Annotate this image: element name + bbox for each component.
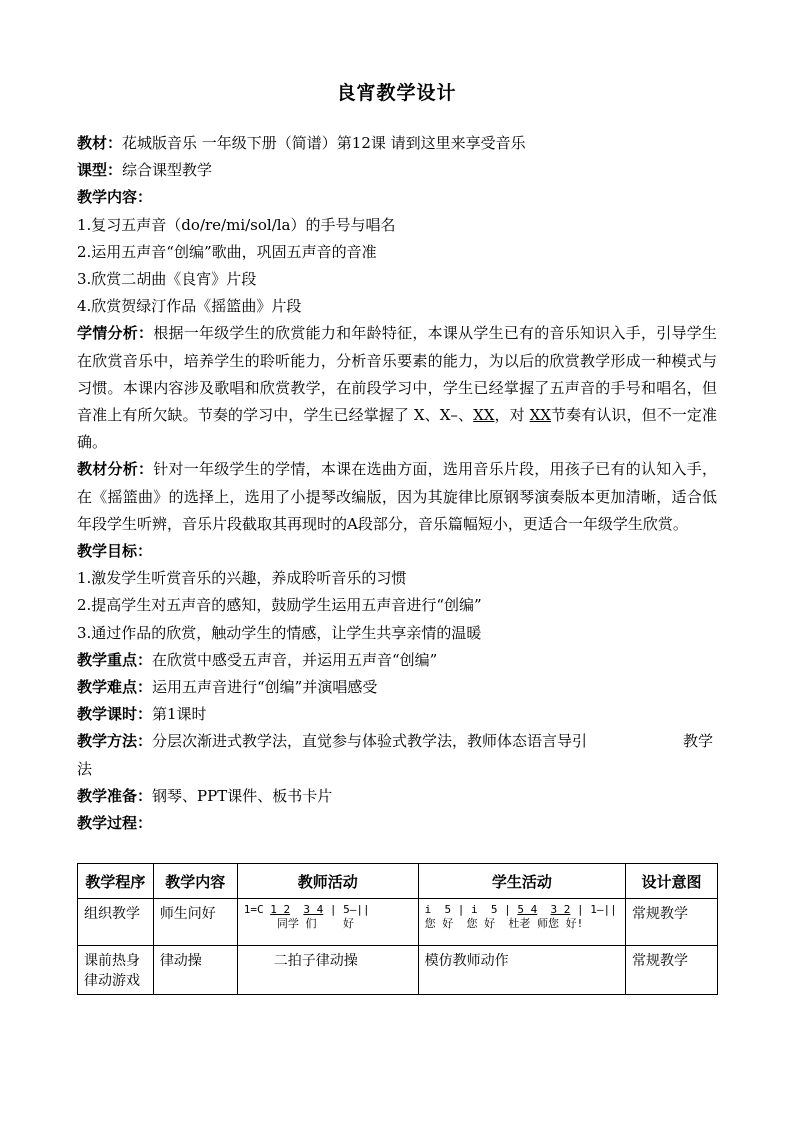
content-item: 2.运用五声音“创编”歌曲，巩固五声音的音准 [77, 242, 377, 261]
table-header: 学生活动 [418, 864, 625, 899]
table-cell-notation [418, 899, 625, 946]
table-cell: 课前热身律动游戏 [78, 946, 154, 995]
content-item: 1.复习五声音（do/re/mi/sol/la）的手号与唱名 [77, 215, 396, 234]
notation-underlined: 1 2 [270, 903, 291, 916]
student-analysis-text-3: 节奏有认识，但不一定准确。 [77, 406, 717, 452]
process-table [77, 863, 718, 995]
goals-label: 教学目标： [77, 542, 153, 561]
document-title: 良宵教学设计 [336, 82, 457, 104]
document-body [77, 130, 717, 837]
material-analysis [77, 456, 717, 538]
textbook-line [77, 130, 717, 157]
table-cell: 常规教学 [625, 946, 717, 995]
student-notation-line [425, 903, 619, 917]
rhythm-xx-1: XX [473, 406, 495, 425]
table-header: 教学内容 [153, 864, 237, 899]
table-row [78, 899, 718, 946]
notation-text: | 5—|| [323, 903, 370, 916]
key-point-text: 在欣赏中感受五声音，并运用五声音“创编” [152, 650, 438, 669]
content-item: 4.欣赏贺绿汀作品《摇篮曲》片段 [77, 297, 302, 316]
rhythm-xx-2: XX [529, 406, 551, 425]
preparation-line [77, 783, 717, 810]
content-label: 教学内容： [77, 188, 153, 207]
key-point-line [77, 647, 717, 674]
methods-text: 分层次渐进式教学法，直觉参与体验式教学法，教师体态语言导引 [152, 732, 588, 751]
textbook-label: 教材： [77, 134, 123, 152]
key-point-label: 教学重点： [77, 650, 153, 669]
table-header: 教学程序 [78, 864, 154, 899]
teacher-lyrics-line: 同学 们 好 [243, 917, 354, 930]
difficulty-text: 运用五声音进行“创编”并演唱感受 [152, 678, 378, 697]
material-analysis-label: 教材分析： [77, 460, 154, 479]
notation-underlined: 3 4 [303, 903, 324, 916]
student-analysis-text: 根据一年级学生的欣赏能力和年龄特征，本课从学生已有的音乐知识入手，引导学生在欣赏音乐中，培养学生的聆听能力，分析音乐要素的能力，为以后的欣赏教学形成一种模式与习惯。本课内容涉及歌唱和欣赏教学，在前段学习中，学生已经掌握了五声音的手号和唱名，但音准上有所欠缺。节奏的学习中，学生已经掌握了 X、X–、 [77, 324, 717, 425]
preparation-label: 教学准备： [77, 786, 153, 805]
methods-text-2: 教学法 [77, 732, 714, 778]
student-lyrics-line: 您 好 您 好 杜老 师您 好! [424, 917, 584, 930]
notation-text: i 5 | i 5 | [424, 903, 518, 916]
goal-item: 2.提高学生对五声音的感知，鼓励学生运用五声音进行“创编” [77, 596, 482, 615]
lesson-type-line [77, 157, 717, 184]
table-header-row [78, 864, 718, 899]
table-cell: 律动操 [153, 946, 237, 995]
notation-underlined: 3 2 [550, 903, 571, 916]
table-cell: 常规教学 [625, 899, 717, 946]
table-cell: 师生问好 [153, 899, 237, 946]
periods-label: 教学课时： [77, 705, 153, 724]
table-header: 设计意图 [625, 864, 717, 899]
student-analysis [77, 320, 717, 456]
goal-item: 1.激发学生听赏音乐的兴趣，养成聆听音乐的习惯 [77, 569, 407, 588]
difficulty-line [77, 674, 717, 701]
notation-text [537, 903, 550, 916]
student-analysis-label: 学情分析： [77, 324, 154, 343]
student-analysis-text-2: ，对 [494, 406, 530, 425]
table-cell-notation [237, 899, 418, 946]
table-cell: 组织教学 [78, 899, 154, 946]
periods-line [77, 701, 717, 728]
goal-item: 3.通过作品的欣赏，触动学生的情感，让学生共享亲情的温暖 [77, 623, 482, 642]
notation-text: 1=C [243, 903, 271, 916]
table-cell: 模仿教师动作 [418, 946, 625, 995]
process-label: 教学过程： [77, 814, 153, 833]
methods-label: 教学方法： [77, 732, 153, 751]
lesson-type-text: 综合课型教学 [122, 161, 213, 180]
lesson-type-label: 课型： [77, 161, 123, 180]
material-analysis-text: 针对一年级学生的学情，本课在选曲方面，选用音乐片段，用孩子已有的认知入手，在《摇篮曲》的选择上，选用了小提琴改编版，因为其旋律比原钢琴演奏版本更加清晰，适合低年段学生听辨，音乐片段截取其再现时的A段部分，音乐篇幅短小，更适合一年级学生欣赏。 [77, 460, 717, 533]
periods-text: 第1课时 [152, 705, 207, 724]
table-header: 教师活动 [237, 864, 418, 899]
notation-text: | 1—|| [570, 903, 617, 916]
preparation-text: 钢琴、PPT课件、板书卡片 [152, 786, 333, 805]
textbook-text: 花城版音乐 一年级下册（简谱）第12课 请到这里来享受音乐 [122, 134, 526, 152]
table-row [78, 946, 718, 995]
teacher-notation-line [244, 903, 412, 917]
notation-underlined: 5 4 [517, 903, 538, 916]
table-cell: 二拍子律动操 [237, 946, 418, 995]
notation-text [290, 903, 303, 916]
content-item: 3.欣赏二胡曲《良宵》片段 [77, 270, 257, 289]
difficulty-label: 教学难点： [77, 678, 153, 697]
methods-line [77, 728, 717, 782]
